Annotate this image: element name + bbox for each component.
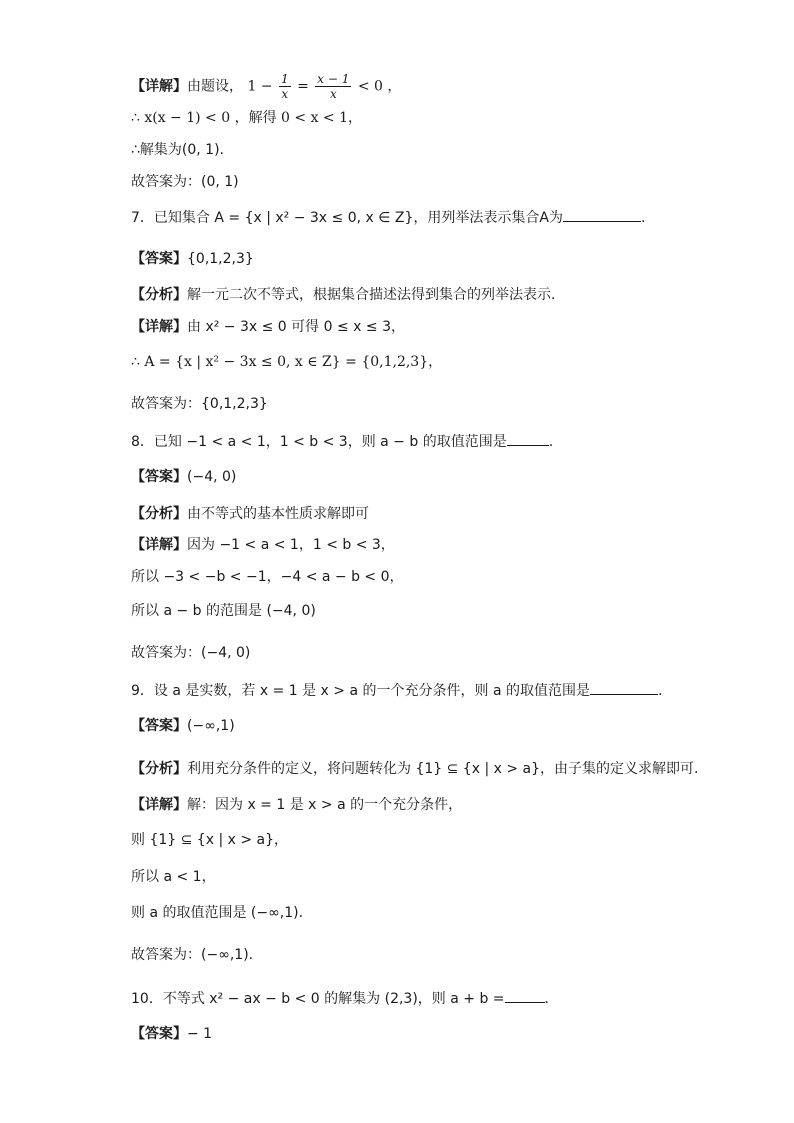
detail-text: 因为 −1 < a < 1，1 < b < 3， <box>187 537 395 553</box>
question-8 <box>131 431 553 452</box>
detail-line <box>131 535 395 555</box>
answer-line: 故答案为：{0,1,2,3} <box>131 396 268 412</box>
fraction-tail: < 0 ， <box>357 78 402 95</box>
detail-tag: 【详解】 <box>131 797 187 813</box>
analysis-tag: 【分析】 <box>131 761 187 777</box>
question-suffix: . <box>657 683 663 699</box>
answer-line: 故答案为：(0, 1) <box>131 174 239 190</box>
question-suffix: . <box>548 434 554 450</box>
question-suffix: . <box>641 210 646 226</box>
analysis-line <box>131 285 555 305</box>
answer-text: (−4, 0) <box>187 469 237 485</box>
question-10 <box>131 988 549 1009</box>
analysis-text: 解一元二次不等式，根据集合描述法得到集合的列举法表示. <box>187 287 556 303</box>
answer-line <box>131 1024 212 1044</box>
detail-text: 解：因为 x = 1 是 x > a 的一个充分条件， <box>187 797 463 813</box>
answer-line <box>131 249 254 269</box>
fraction-lead: 1 − <box>247 78 273 95</box>
analysis-text: 利用充分条件的定义，将问题转化为 {1} ⊆ {x | x > a}，由子集的定义求解即可. <box>187 761 699 777</box>
analysis-text: 由不等式的基本性质求解即可 <box>187 506 369 522</box>
answer-line: 故答案为：(−4, 0) <box>131 645 251 661</box>
detail-text: 由题设， <box>187 78 243 95</box>
text-line: 则 a 的取值范围是 (−∞,1). <box>131 905 304 921</box>
answer-text: − 1 <box>187 1026 213 1042</box>
text-line: 所以 a − b 的范围是 (−4, 0) <box>131 603 316 619</box>
analysis-tag: 【分析】 <box>131 506 187 522</box>
answer-line: 故答案为：(−∞,1). <box>131 947 254 963</box>
answer-text: {0,1,2,3} <box>187 251 254 267</box>
answer-tag: 【答案】 <box>131 251 187 267</box>
text-line: ∴ A = {x | x² − 3x ≤ 0, x ∈ Z} = {0,1,2,3}， <box>131 354 443 370</box>
detail-tag: 【详解】 <box>131 537 187 553</box>
analysis-line <box>131 759 698 779</box>
question-text: 10．不等式 x² − ax − b < 0 的解集为 (2,3)，则 a + b = <box>131 991 505 1007</box>
question-suffix: . <box>544 991 549 1007</box>
text-line: ∴解集为(0, 1). <box>131 142 224 158</box>
detail-text: 由 x² − 3x ≤ 0 可得 0 ≤ x ≤ 3， <box>187 319 405 335</box>
answer-blank <box>505 988 545 1003</box>
answer-tag: 【答案】 <box>131 718 187 734</box>
answer-line <box>131 716 235 736</box>
question-text: 8．已知 −1 < a < 1，1 < b < 3，则 a − b 的取值范围是 <box>131 434 507 450</box>
question-9 <box>131 680 662 701</box>
detail-line <box>131 795 462 815</box>
text-line: 所以 a < 1， <box>131 869 216 885</box>
analysis-tag: 【分析】 <box>131 287 187 303</box>
detail-tag: 【详解】 <box>131 319 187 335</box>
answer-blank <box>590 680 658 695</box>
answer-text: (−∞,1) <box>187 718 235 734</box>
solution-line-6-detail <box>131 72 401 101</box>
answer-line <box>131 467 236 487</box>
fraction-equals: = <box>297 78 309 95</box>
text-line: ∴ x(x − 1) < 0 ，解得 0 < x < 1， <box>131 110 363 126</box>
answer-tag: 【答案】 <box>131 469 187 485</box>
detail-line <box>131 317 405 337</box>
text-line: 所以 −3 < −b < −1，−4 < a − b < 0， <box>131 569 404 585</box>
answer-blank <box>507 431 549 446</box>
text-line: 则 {1} ⊆ {x | x > a}， <box>131 832 289 848</box>
answer-tag: 【答案】 <box>131 1026 187 1042</box>
question-text: 7．已知集合 A = {x | x² − 3x ≤ 0, x ∈ Z}，用列举法表示集合A为 <box>131 210 563 226</box>
fraction-one-over-x: $\frac{1}{x}$ <box>281 72 289 101</box>
question-text: 9．设 a 是实数，若 x = 1 是 x > a 的一个充分条件，则 a 的取值范围是 <box>131 683 590 699</box>
question-7 <box>131 207 645 228</box>
analysis-line <box>131 504 369 524</box>
answer-blank <box>563 207 641 222</box>
fraction-x-minus-1-over-x: $\frac{x - 1}{x}$ <box>317 72 350 101</box>
detail-tag: 【详解】 <box>131 78 187 95</box>
